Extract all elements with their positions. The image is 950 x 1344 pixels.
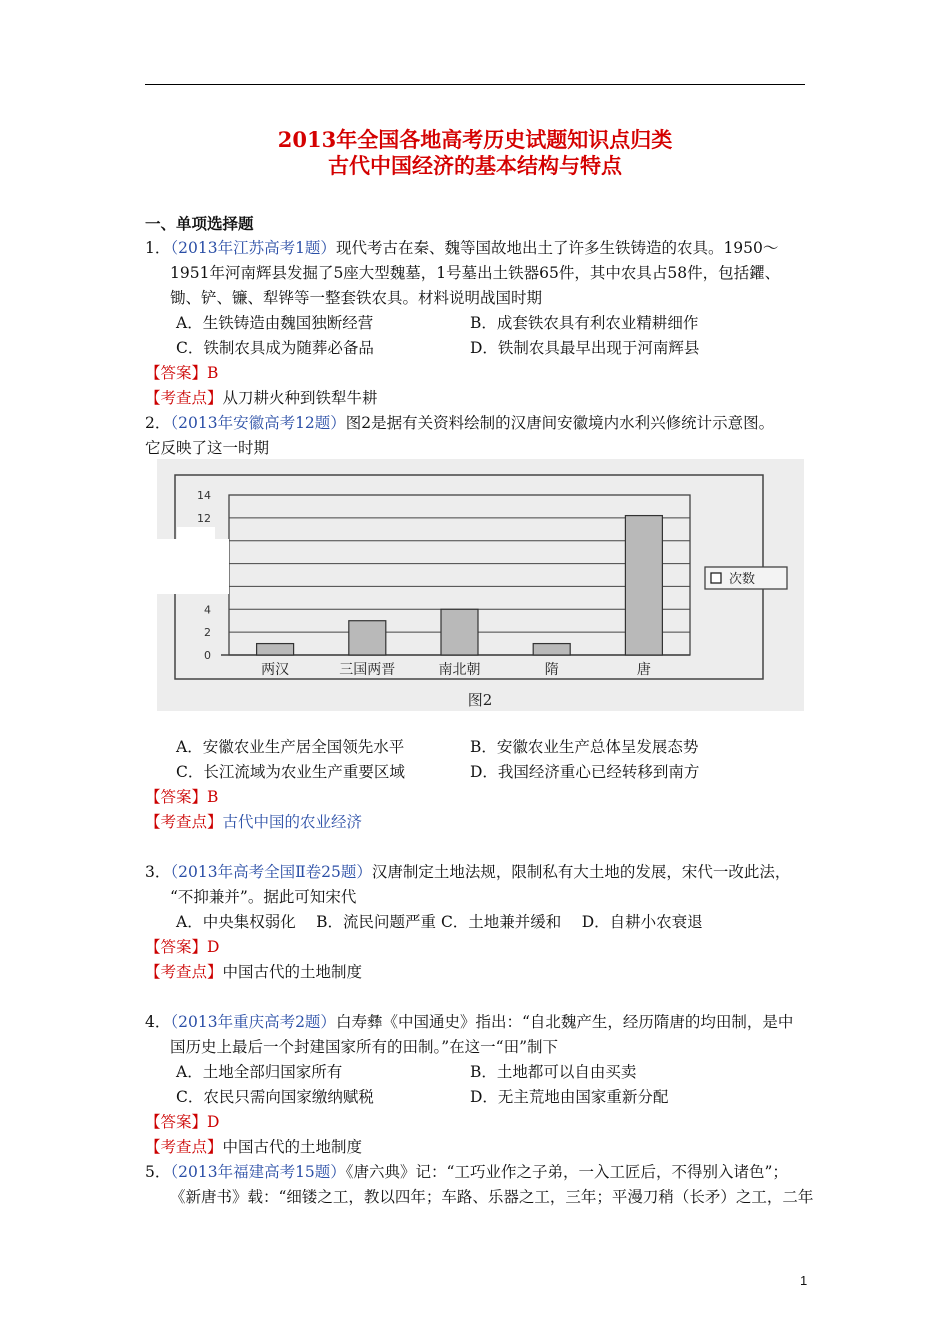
section-heading: 一、单项选择题 <box>145 214 254 233</box>
q4-line2: 国历史上最后一个封建国家所有的田制。”在这一“田”制下 <box>170 1038 559 1056</box>
doc-title: 2013年全国各地高考历史试题知识点归类 <box>277 127 673 152</box>
q2-knowledge-point: 【考查点】古代中国的农业经济 <box>145 813 363 831</box>
q5-line2: 《新唐书》载：“细镂之工，教以四年；车路、乐器之工，三年；平漫刀稍（长矛）之工，二年 <box>170 1188 814 1206</box>
q1-line1: 1．（2013年江苏高考1题）现代考古在秦、魏等国故地出土了许多生铁铸造的农具。1950～ <box>145 239 779 257</box>
chart-y-tick-label: 0 <box>204 649 211 662</box>
q1-line2: 1951年河南辉县发掘了5座大型魏墓，1号墓出土铁器65件，其中农具占58件，包括鑺、 <box>170 264 781 282</box>
chart-y-tick-label: 12 <box>197 511 211 525</box>
q1-option-b: B．成套铁农具有利农业精耕细作 <box>470 314 699 332</box>
q1-knowledge-point: 【考查点】从刀耕火种到铁犁牛耕 <box>145 389 378 407</box>
header-rule <box>145 84 805 85</box>
chart-caption: 图2 <box>467 691 493 709</box>
q3-line1: 3．（2013年高考全国Ⅱ卷25题）汉唐制定土地法规，限制私有大土地的发展，宋代一改此法， <box>145 863 791 881</box>
q2-line2: 它反映了这一时期 <box>145 439 270 457</box>
q1-line3: 锄、铲、镰、犁铧等一整套铁农具。材料说明战国时期 <box>170 289 543 307</box>
chart-figure <box>157 459 804 711</box>
doc-subtitle: 古代中国经济的基本结构与特点 <box>328 153 622 178</box>
chart-legend-label: 次数 <box>729 572 756 587</box>
chart-y-tick-label: 2 <box>204 626 211 640</box>
page-number: 1 <box>800 1273 808 1288</box>
q1-option-d: D．铁制农具最早出现于河南辉县 <box>470 339 700 357</box>
q5-line1: 5．（2013年福建高考15题）《唐六典》记：“工巧业作之子弟，一入工匠后，不得别入诸色”； <box>145 1163 788 1181</box>
q4-answer: 【答案】D <box>145 1113 220 1131</box>
q4-option-d: D．无主荒地由国家重新分配 <box>470 1088 669 1106</box>
q4-option-a: A．土地全部归国家所有 <box>176 1063 343 1081</box>
chart-bar <box>625 516 662 655</box>
q1-option-a: A．生铁铸造由魏国独断经营 <box>176 314 374 332</box>
q2-option-c: C．长江流域为农业生产重要区域 <box>176 763 405 781</box>
chart-x-tick-label: 三国两晋 <box>339 662 396 678</box>
chart-y-tick-label: 14 <box>197 489 211 502</box>
q4-line1: 4．（2013年重庆高考2题）白寿彝《中国通史》指出：“自北魏产生，经历隋唐的均田制，是中 <box>145 1013 794 1031</box>
chart-bar <box>533 644 570 655</box>
chart-y-tick-label: 4 <box>204 603 211 617</box>
q3-options: A．中央集权弱化 B．流民问题严重 C．土地兼并缓和 D．自耕小农衰退 <box>176 913 703 931</box>
chart-bar <box>441 609 478 655</box>
chart-bar <box>349 621 386 655</box>
scan-artifact <box>157 539 229 594</box>
q4-option-c: C．农民只需向国家缴纳赋税 <box>176 1088 374 1106</box>
chart-bar <box>257 644 294 655</box>
q3-answer: 【答案】D <box>145 938 220 956</box>
chart-x-tick-label: 唐 <box>636 662 651 678</box>
q4-knowledge-point: 【考查点】中国古代的土地制度 <box>145 1138 363 1156</box>
q1-option-c: C．铁制农具成为随葬必备品 <box>176 339 374 357</box>
chart-x-tick-label: 隋 <box>544 662 559 678</box>
chart-legend-swatch <box>711 573 721 583</box>
q1-answer: 【答案】B <box>145 364 219 382</box>
q2-line1: 2．（2013年安徽高考12题）图2是据有关资料绘制的汉唐间安徽境内水利兴修统计示意图。 <box>145 414 775 432</box>
q2-option-b: B．安徽农业生产总体呈发展态势 <box>470 738 699 756</box>
chart-svg <box>157 459 804 711</box>
q4-option-b: B．土地都可以自由买卖 <box>470 1063 637 1081</box>
q3-line2: “不抑兼并”。据此可知宋代 <box>170 888 357 906</box>
q2-option-a: A．安徽农业生产居全国领先水平 <box>176 738 405 756</box>
scan-artifact-2 <box>177 527 215 547</box>
q2-option-d: D．我国经济重心已经转移到南方 <box>470 763 700 781</box>
q2-answer: 【答案】B <box>145 788 219 806</box>
chart-x-tick-label: 南北朝 <box>438 662 481 678</box>
q3-knowledge-point: 【考查点】中国古代的土地制度 <box>145 963 363 981</box>
chart-x-tick-label: 两汉 <box>261 662 290 678</box>
